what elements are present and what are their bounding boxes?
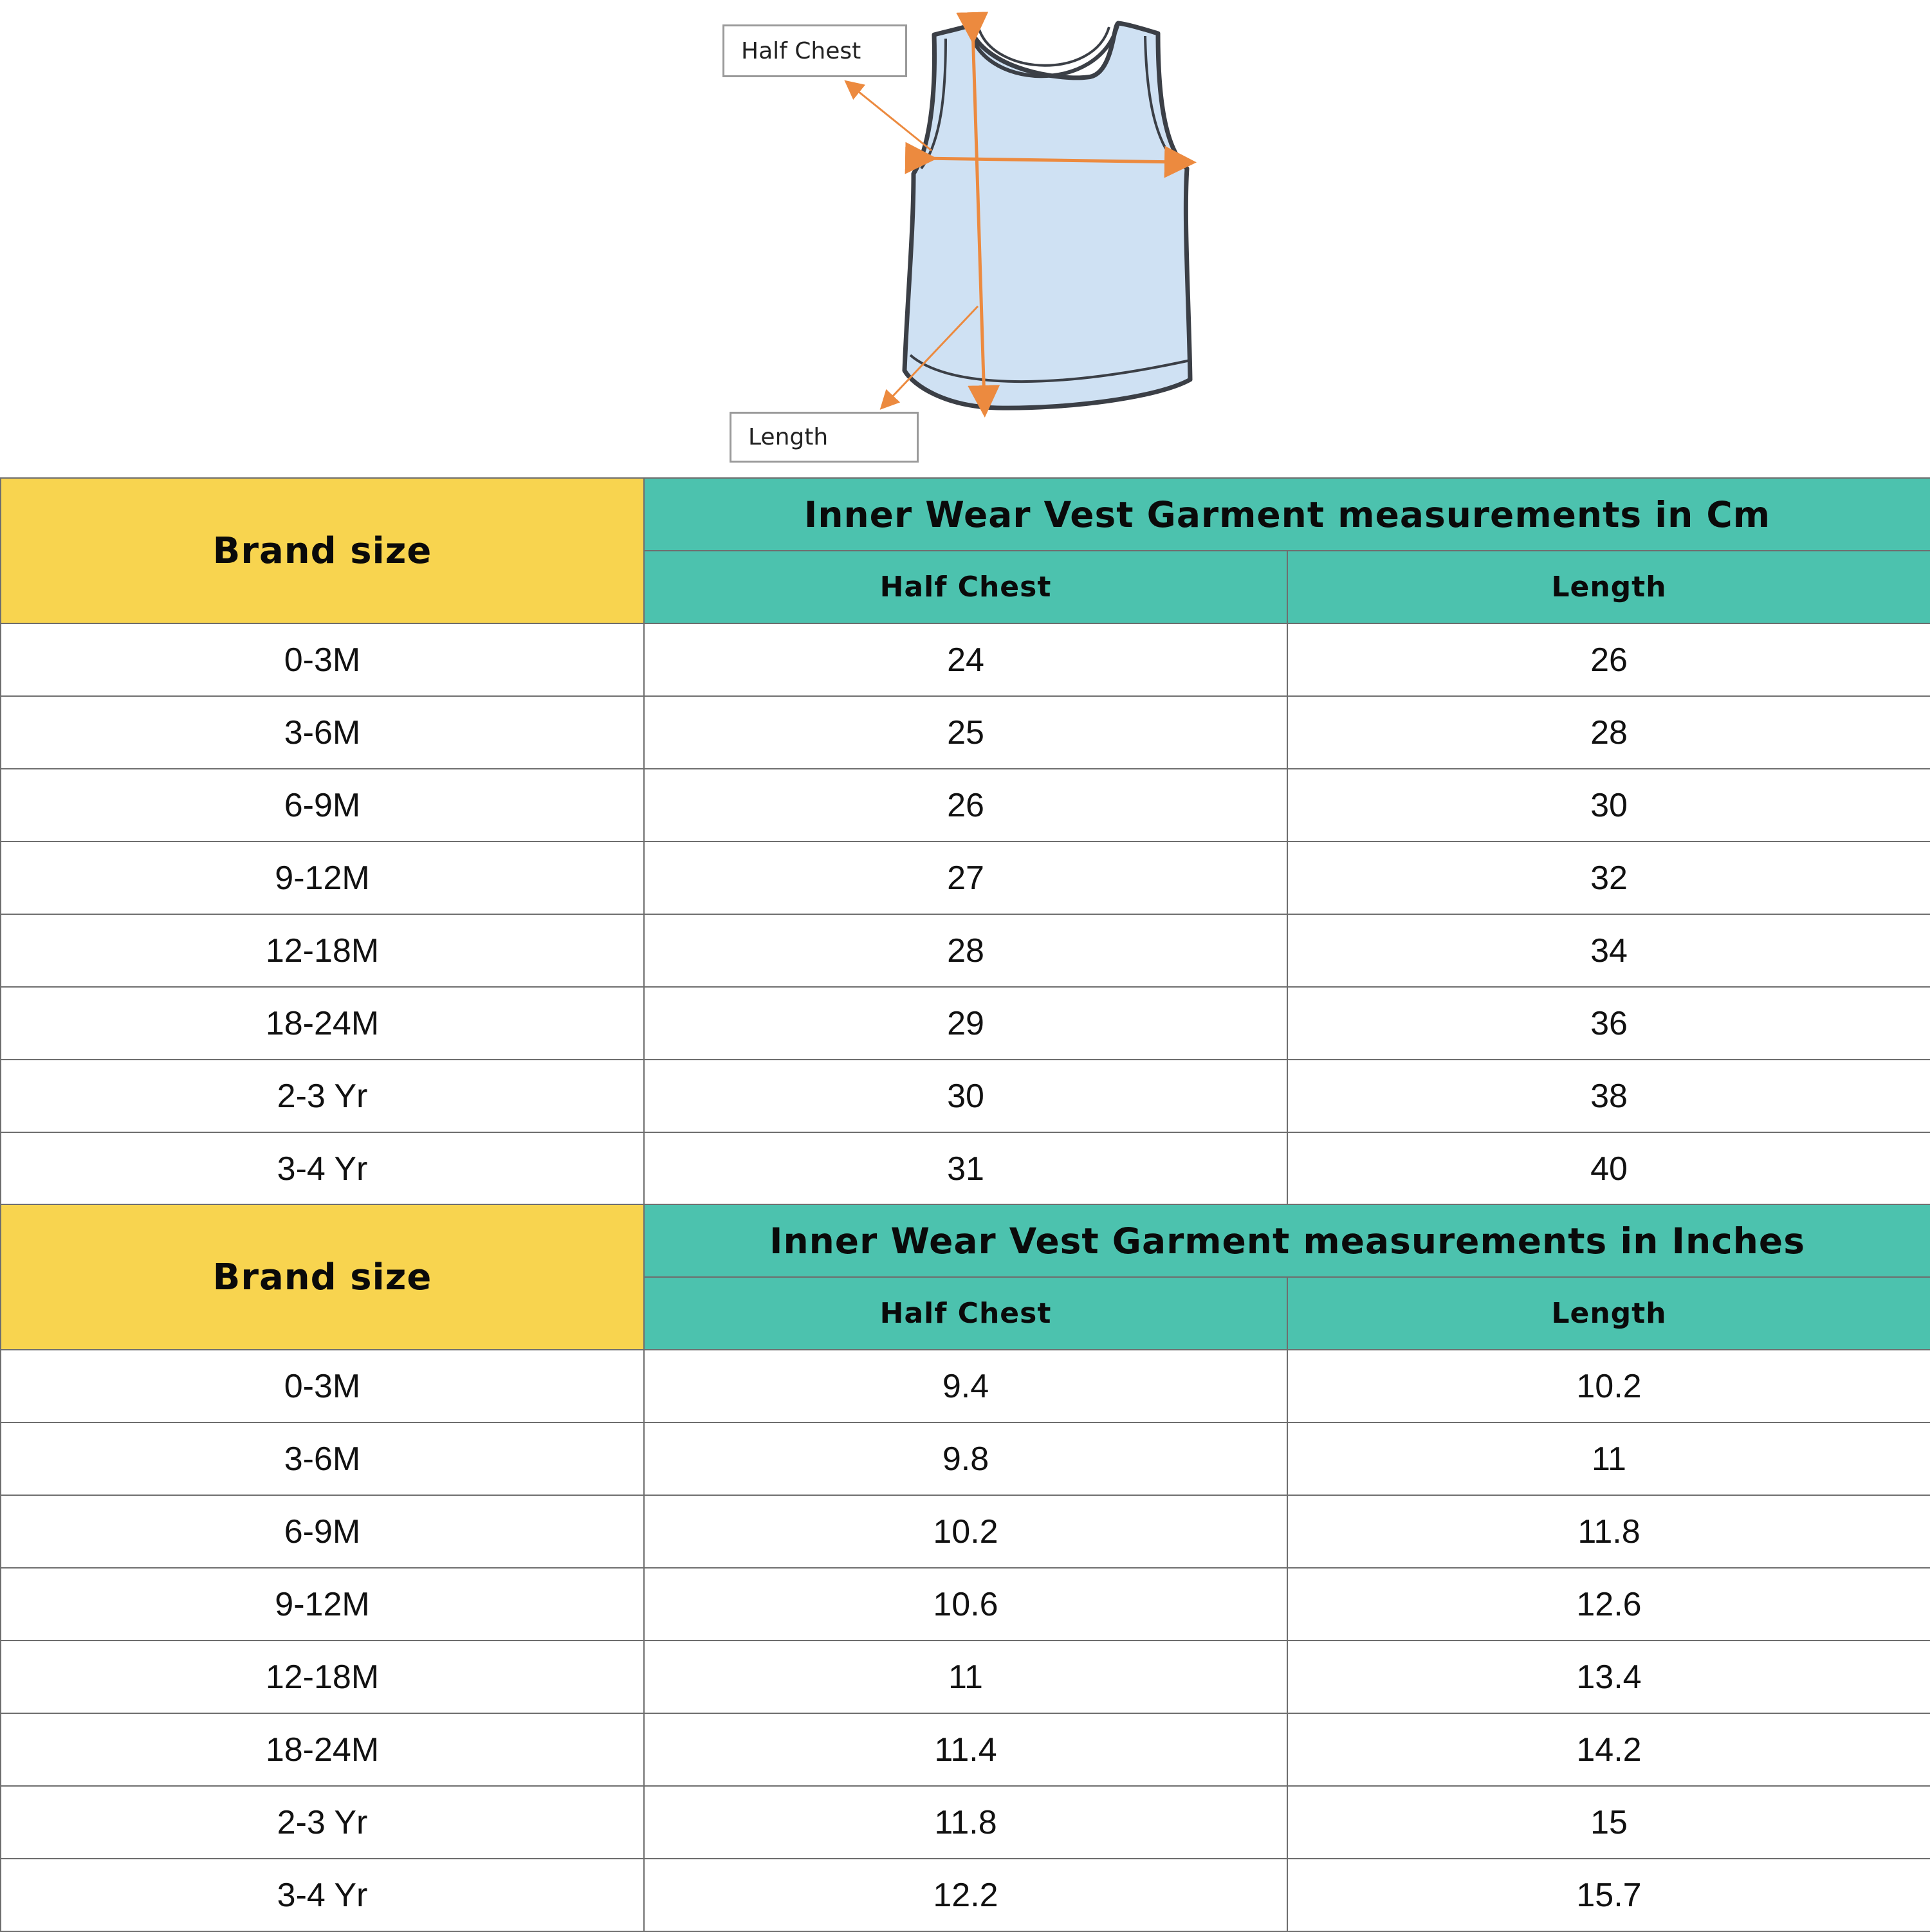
length-cell: 11.8 [1287, 1495, 1930, 1568]
half-chest-cell: 11.4 [644, 1713, 1287, 1786]
half-chest-cell: 28 [644, 914, 1287, 987]
length-cell: 38 [1287, 1060, 1930, 1132]
vest-illustration [0, 0, 1930, 477]
half-chest-cell: 24 [644, 623, 1287, 696]
length-cell: 40 [1287, 1132, 1930, 1205]
brand-size-cell: 18-24M [1, 987, 644, 1060]
length-callout: Length [730, 412, 919, 463]
length-header: Length [1287, 1277, 1930, 1350]
length-cell: 10.2 [1287, 1350, 1930, 1422]
length-cell: 32 [1287, 842, 1930, 914]
table-row [1, 914, 1930, 987]
half-chest-cell: 10.2 [644, 1495, 1287, 1568]
half-chest-cell: 11 [644, 1641, 1287, 1713]
brand-size-cell: 2-3 Yr [1, 1060, 644, 1132]
half-chest-header: Half Chest [644, 551, 1287, 623]
table-row [1, 1641, 1930, 1713]
brand-size-cell: 3-6M [1, 1422, 644, 1495]
table-title: Inner Wear Vest Garment measurements in Inches [644, 1204, 1930, 1277]
brand-size-cell: 9-12M [1, 842, 644, 914]
length-cell: 26 [1287, 623, 1930, 696]
table-row [1, 1060, 1930, 1132]
cm-size-table [0, 477, 1930, 1206]
brand-size-cell: 9-12M [1, 1568, 644, 1641]
table-row [1, 1713, 1930, 1786]
half-chest-cell: 11.8 [644, 1786, 1287, 1859]
brand-size-cell: 18-24M [1, 1713, 644, 1786]
table-row [1, 1568, 1930, 1641]
length-cell: 15 [1287, 1786, 1930, 1859]
brand-size-cell: 3-6M [1, 696, 644, 769]
brand-size-header: Brand size [1, 478, 644, 623]
brand-size-cell: 0-3M [1, 1350, 644, 1422]
table-row [1, 987, 1930, 1060]
brand-size-cell: 3-4 Yr [1, 1132, 644, 1205]
half-chest-callout: Half Chest [722, 24, 907, 77]
length-cell: 36 [1287, 987, 1930, 1060]
half-chest-cell: 25 [644, 696, 1287, 769]
length-cell: 30 [1287, 769, 1930, 842]
half-chest-cell: 9.4 [644, 1350, 1287, 1422]
table-title: Inner Wear Vest Garment measurements in Cm [644, 478, 1930, 551]
brand-size-header: Brand size [1, 1204, 644, 1350]
length-cell: 14.2 [1287, 1713, 1930, 1786]
table-row [1, 696, 1930, 769]
length-header: Length [1287, 551, 1930, 623]
brand-size-cell: 2-3 Yr [1, 1786, 644, 1859]
table-row [1, 1786, 1930, 1859]
length-cell: 28 [1287, 696, 1930, 769]
length-cell: 15.7 [1287, 1859, 1930, 1931]
half-chest-cell: 12.2 [644, 1859, 1287, 1931]
half-chest-cell: 29 [644, 987, 1287, 1060]
table-row [1, 842, 1930, 914]
table-row [1, 1132, 1930, 1205]
length-cell: 13.4 [1287, 1641, 1930, 1713]
table-row [1, 1495, 1930, 1568]
length-cell: 11 [1287, 1422, 1930, 1495]
brand-size-cell: 0-3M [1, 623, 644, 696]
half-chest-cell: 9.8 [644, 1422, 1287, 1495]
half-chest-cell: 31 [644, 1132, 1287, 1205]
half-chest-cell: 26 [644, 769, 1287, 842]
brand-size-cell: 3-4 Yr [1, 1859, 644, 1931]
brand-size-cell: 12-18M [1, 914, 644, 987]
length-cell: 12.6 [1287, 1568, 1930, 1641]
brand-size-cell: 6-9M [1, 1495, 644, 1568]
vest-measurement-diagram [0, 0, 1930, 477]
half-chest-cell: 27 [644, 842, 1287, 914]
table-row [1, 623, 1930, 696]
half-chest-leader [852, 86, 932, 151]
table-row [1, 1350, 1930, 1422]
half-chest-header: Half Chest [644, 1277, 1287, 1350]
table-row [1, 769, 1930, 842]
length-cell: 34 [1287, 914, 1930, 987]
brand-size-cell: 6-9M [1, 769, 644, 842]
half-chest-cell: 10.6 [644, 1568, 1287, 1641]
half-chest-cell: 30 [644, 1060, 1287, 1132]
table-row [1, 1422, 1930, 1495]
inch-size-table [0, 1204, 1930, 1932]
table-row [1, 1859, 1930, 1931]
brand-size-cell: 12-18M [1, 1641, 644, 1713]
